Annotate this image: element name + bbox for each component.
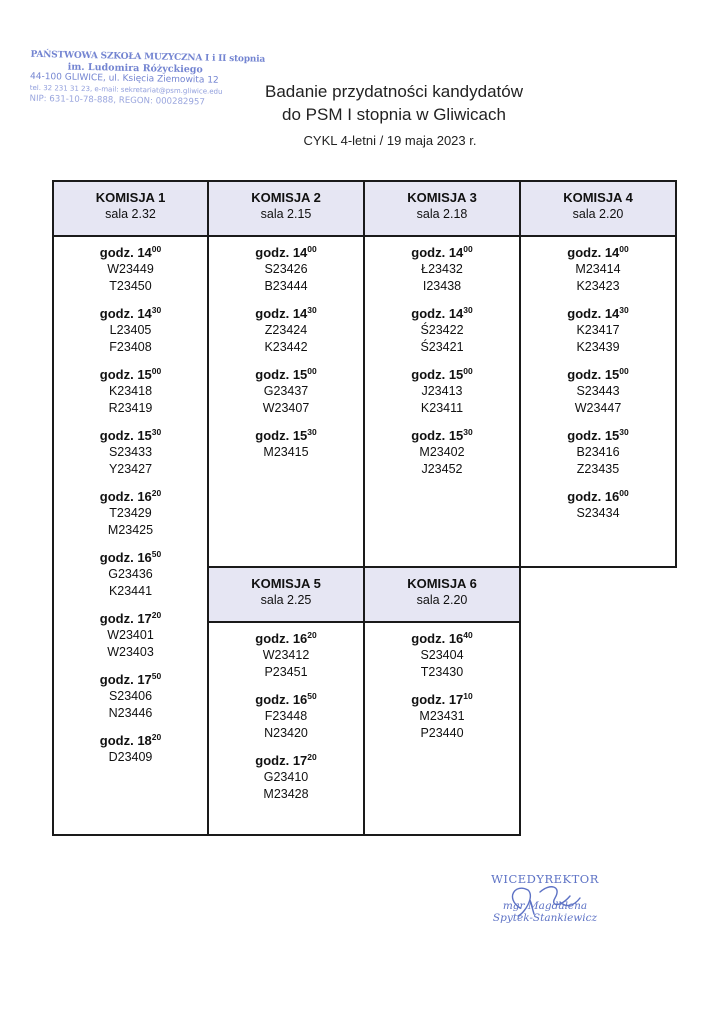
- candidate-code: N23420: [264, 726, 308, 740]
- time-hour: 16: [137, 489, 152, 504]
- slot-time: [54, 549, 207, 566]
- time-hour: 17: [292, 753, 308, 768]
- slot-time: [209, 244, 363, 261]
- commission-name: KOMISJA 4: [563, 190, 633, 205]
- time-prefix: godz.: [411, 631, 446, 646]
- candidate-code: S23433: [108, 445, 153, 459]
- time-minutes: 10: [463, 691, 473, 701]
- time-slot: [54, 488, 207, 539]
- commission-room: sala 2.25: [260, 593, 312, 607]
- school-stamp: [29, 49, 266, 109]
- time-slot: [209, 691, 363, 742]
- candidate-code: T23430: [420, 665, 464, 679]
- slot-time: [365, 691, 519, 708]
- time-hour: 15: [604, 367, 620, 382]
- slot-time: [209, 630, 363, 647]
- commission-name: KOMISJA 6: [407, 576, 477, 591]
- candidate-code: B23444: [264, 279, 308, 293]
- signature-name-line-1: mgr Magdalena: [502, 900, 588, 912]
- time-minutes: 00: [619, 366, 629, 376]
- time-minutes: 30: [619, 427, 629, 437]
- candidate-code: K23423: [576, 279, 620, 293]
- candidate-code: M23428: [263, 787, 309, 801]
- candidate-code: M23425: [107, 523, 154, 537]
- time-prefix: godz.: [99, 489, 134, 504]
- time-prefix: godz.: [411, 245, 446, 260]
- time-minutes: 30: [307, 427, 317, 437]
- time-minutes: 50: [151, 671, 162, 681]
- time-prefix: godz.: [99, 550, 134, 565]
- commission-name: KOMISJA 2: [251, 190, 321, 205]
- time-prefix: godz.: [255, 306, 290, 321]
- candidate-code: T23450: [109, 279, 152, 293]
- commission-schedule: [209, 244, 363, 461]
- time-slot: [209, 305, 363, 356]
- candidate-code: K23439: [576, 340, 620, 354]
- time-slot: [54, 305, 207, 356]
- time-minutes: 00: [463, 366, 473, 376]
- time-minutes: 00: [619, 244, 629, 254]
- time-minutes: 40: [463, 630, 473, 640]
- slot-time: [521, 244, 675, 261]
- candidate-code: F23448: [264, 709, 308, 723]
- time-prefix: godz.: [255, 428, 290, 443]
- time-slot: [209, 244, 363, 295]
- candidate-code: Ł23432: [421, 262, 463, 276]
- time-slot: [54, 671, 207, 722]
- candidate-code: G23437: [263, 384, 309, 398]
- time-hour: 14: [604, 306, 620, 321]
- slot-time: [54, 610, 207, 627]
- time-prefix: godz.: [567, 367, 602, 382]
- time-slot: [54, 427, 207, 478]
- time-prefix: godz.: [567, 489, 602, 504]
- stamp-line-5: NIP: 631-10-78-888, REGON: 000282957: [29, 93, 205, 108]
- candidate-code: K23417: [576, 323, 620, 337]
- time-slot: [54, 610, 207, 661]
- time-prefix: godz.: [99, 672, 134, 687]
- candidate-code: M23431: [419, 709, 465, 723]
- slot-time: [54, 366, 207, 383]
- candidate-code: L23405: [109, 323, 152, 337]
- time-minutes: 30: [463, 427, 473, 437]
- slot-time: [54, 305, 207, 322]
- candidate-code: M23402: [419, 445, 465, 459]
- slot-time: [365, 630, 519, 647]
- commission-box-2: [207, 180, 365, 568]
- time-slot: [365, 305, 519, 356]
- candidate-code: Z23435: [576, 462, 620, 476]
- slot-time: [54, 244, 207, 261]
- candidate-code: Y23427: [108, 462, 153, 476]
- commission-schedule: [365, 244, 519, 478]
- time-prefix: godz.: [99, 245, 134, 260]
- title-line-2: do PSM I stopnia w Gliwicach: [282, 105, 506, 124]
- time-minutes: 50: [151, 549, 162, 559]
- candidate-code: D23409: [108, 750, 153, 764]
- time-prefix: godz.: [411, 692, 446, 707]
- time-prefix: godz.: [567, 245, 602, 260]
- time-slot: [365, 366, 519, 417]
- candidate-code: W23403: [107, 645, 154, 659]
- candidate-code: Ś23422: [420, 323, 464, 337]
- document-title: [249, 80, 539, 126]
- slot-time: [209, 305, 363, 322]
- time-slot: [521, 427, 675, 478]
- stamp-line-1: PAŃSTWOWA SZKOŁA MUZYCZNA I i II stopnia: [30, 49, 266, 65]
- candidate-code: K23411: [420, 401, 464, 415]
- time-slot: [54, 244, 207, 295]
- slot-time: [521, 427, 675, 444]
- time-slot: [209, 752, 363, 803]
- stamp-line-3: 44-100 GLIWICE, ul. Księcia Ziemowita 12: [29, 71, 219, 86]
- time-hour: 16: [604, 489, 620, 504]
- time-hour: 16: [137, 550, 152, 565]
- commission-room: sala 2.15: [260, 207, 312, 221]
- time-prefix: godz.: [99, 306, 134, 321]
- time-minutes: 00: [307, 366, 317, 376]
- commission-header: [209, 568, 363, 623]
- candidate-code: P23440: [420, 726, 464, 740]
- time-minutes: 20: [307, 630, 317, 640]
- time-minutes: 20: [151, 488, 162, 498]
- time-hour: 14: [137, 245, 152, 260]
- time-minutes: 00: [307, 244, 317, 254]
- candidate-code: K23418: [108, 384, 153, 398]
- candidate-code: J23413: [421, 384, 463, 398]
- time-hour: 15: [137, 367, 152, 382]
- commission-schedule: [365, 630, 519, 742]
- time-prefix: godz.: [99, 367, 134, 382]
- time-hour: 17: [137, 672, 152, 687]
- time-hour: 14: [604, 245, 620, 260]
- commission-box-3: [363, 180, 521, 568]
- candidate-code: B23416: [576, 445, 620, 459]
- signature-name-line-2: Spytek-Stankiewicz: [492, 912, 598, 924]
- time-hour: 16: [448, 631, 464, 646]
- time-prefix: godz.: [255, 367, 290, 382]
- time-hour: 14: [448, 306, 464, 321]
- time-minutes: 00: [619, 488, 629, 498]
- time-slot: [209, 630, 363, 681]
- candidate-code: S23434: [576, 506, 620, 520]
- signature-role: WICEDYREKTOR: [491, 872, 599, 886]
- commission-name: KOMISJA 5: [251, 576, 321, 591]
- slot-time: [521, 305, 675, 322]
- slot-time: [54, 671, 207, 688]
- commission-header: [365, 182, 519, 237]
- time-minutes: 30: [463, 305, 473, 315]
- slot-time: [521, 366, 675, 383]
- time-prefix: godz.: [411, 428, 446, 443]
- time-prefix: godz.: [99, 611, 134, 626]
- time-slot: [521, 305, 675, 356]
- time-hour: 17: [137, 611, 152, 626]
- candidate-code: G23410: [263, 770, 309, 784]
- commission-name: KOMISJA 1: [95, 190, 166, 205]
- candidate-code: S23406: [108, 689, 153, 703]
- time-hour: 18: [137, 733, 152, 748]
- time-hour: 15: [292, 367, 308, 382]
- time-hour: 14: [292, 306, 308, 321]
- slot-time: [365, 427, 519, 444]
- time-slot: [54, 366, 207, 417]
- time-prefix: godz.: [567, 306, 602, 321]
- title-line-1: Badanie przydatności kandydatów: [265, 82, 523, 101]
- slot-time: [54, 427, 207, 444]
- time-prefix: godz.: [99, 733, 134, 748]
- commission-room: sala 2.20: [572, 207, 624, 221]
- time-hour: 15: [604, 428, 620, 443]
- candidate-code: S23443: [576, 384, 620, 398]
- slot-time: [365, 244, 519, 261]
- commission-name: KOMISJA 3: [407, 190, 477, 205]
- candidate-code: W23447: [574, 401, 622, 415]
- candidate-code: J23452: [421, 462, 463, 476]
- candidate-code: I23438: [422, 279, 462, 293]
- time-slot: [365, 244, 519, 295]
- time-hour: 15: [292, 428, 308, 443]
- time-slot: [521, 244, 675, 295]
- candidate-code: M23415: [263, 445, 309, 459]
- slot-time: [209, 366, 363, 383]
- time-prefix: godz.: [255, 692, 290, 707]
- candidate-code: W23401: [107, 628, 154, 642]
- time-hour: 15: [137, 428, 152, 443]
- document-subtitle: CYKL 4-letni / 19 maja 2023 r.: [303, 133, 477, 148]
- time-minutes: 00: [151, 244, 162, 254]
- commission-room: sala 2.18: [416, 207, 468, 221]
- time-prefix: godz.: [567, 428, 602, 443]
- time-slot: [365, 691, 519, 742]
- time-slot: [521, 488, 675, 522]
- slot-time: [365, 305, 519, 322]
- candidate-code: M23414: [575, 262, 621, 276]
- commission-header: [54, 182, 207, 237]
- commission-box-4: [519, 180, 677, 568]
- time-minutes: 30: [307, 305, 317, 315]
- time-hour: 15: [448, 428, 464, 443]
- candidate-code: W23449: [107, 262, 154, 276]
- time-hour: 17: [448, 692, 464, 707]
- slot-time: [209, 752, 363, 769]
- time-minutes: 20: [151, 732, 162, 742]
- commission-header: [209, 182, 363, 237]
- slot-time: [209, 691, 363, 708]
- commission-header: [365, 568, 519, 623]
- slot-time: [365, 366, 519, 383]
- candidate-code: T23429: [109, 506, 152, 520]
- slot-time: [54, 732, 207, 749]
- commission-room: sala 2.20: [416, 593, 468, 607]
- time-hour: 14: [448, 245, 464, 260]
- time-minutes: 20: [151, 610, 162, 620]
- time-hour: 16: [292, 692, 308, 707]
- time-prefix: godz.: [99, 428, 134, 443]
- time-slot: [365, 630, 519, 681]
- commission-header: [521, 182, 675, 237]
- time-hour: 14: [137, 306, 152, 321]
- stamp-line-2: im. Ludomira Różyckiego: [67, 61, 203, 76]
- time-minutes: 30: [151, 305, 162, 315]
- candidate-code: S23404: [420, 648, 464, 662]
- commission-schedule: [209, 630, 363, 803]
- handwritten-signature: [500, 878, 590, 923]
- candidate-code: S23426: [264, 262, 308, 276]
- time-minutes: 30: [619, 305, 629, 315]
- candidate-code: G23436: [108, 567, 153, 581]
- candidate-code: F23408: [109, 340, 152, 354]
- time-slot: [521, 366, 675, 417]
- time-slot: [209, 427, 363, 461]
- slot-time: [521, 488, 675, 505]
- commission-box-6: [363, 566, 521, 836]
- time-hour: 14: [292, 245, 308, 260]
- time-prefix: godz.: [411, 367, 446, 382]
- stamp-line-4: tel. 32 231 31 23, e-mail: sekretariat@psm.gliwice.edu: [29, 83, 223, 96]
- time-minutes: 00: [463, 244, 473, 254]
- candidate-code: K23441: [108, 584, 153, 598]
- candidate-code: Z23424: [264, 323, 308, 337]
- time-slot: [54, 549, 207, 600]
- candidate-code: N23446: [108, 706, 153, 720]
- time-prefix: godz.: [255, 631, 290, 646]
- candidate-code: K23442: [264, 340, 308, 354]
- candidate-code: Ś23421: [420, 340, 464, 354]
- time-prefix: godz.: [411, 306, 446, 321]
- candidate-code: W23407: [262, 401, 310, 415]
- commission-schedule: [54, 244, 207, 766]
- candidate-code: P23451: [264, 665, 308, 679]
- time-hour: 16: [292, 631, 308, 646]
- commission-box-1: [52, 180, 209, 836]
- time-slot: [365, 427, 519, 478]
- slot-time: [54, 488, 207, 505]
- commission-schedule: [521, 244, 675, 522]
- commission-room: sala 2.32: [105, 207, 156, 221]
- time-minutes: 00: [151, 366, 162, 376]
- time-prefix: godz.: [255, 753, 290, 768]
- candidate-code: W23412: [262, 648, 310, 662]
- time-minutes: 20: [307, 752, 317, 762]
- time-slot: [209, 366, 363, 417]
- candidate-code: R23419: [108, 401, 153, 415]
- slot-time: [209, 427, 363, 444]
- time-hour: 15: [448, 367, 464, 382]
- time-slot: [54, 732, 207, 766]
- time-prefix: godz.: [255, 245, 290, 260]
- time-minutes: 30: [151, 427, 162, 437]
- commission-box-5: [207, 566, 365, 836]
- time-minutes: 50: [307, 691, 317, 701]
